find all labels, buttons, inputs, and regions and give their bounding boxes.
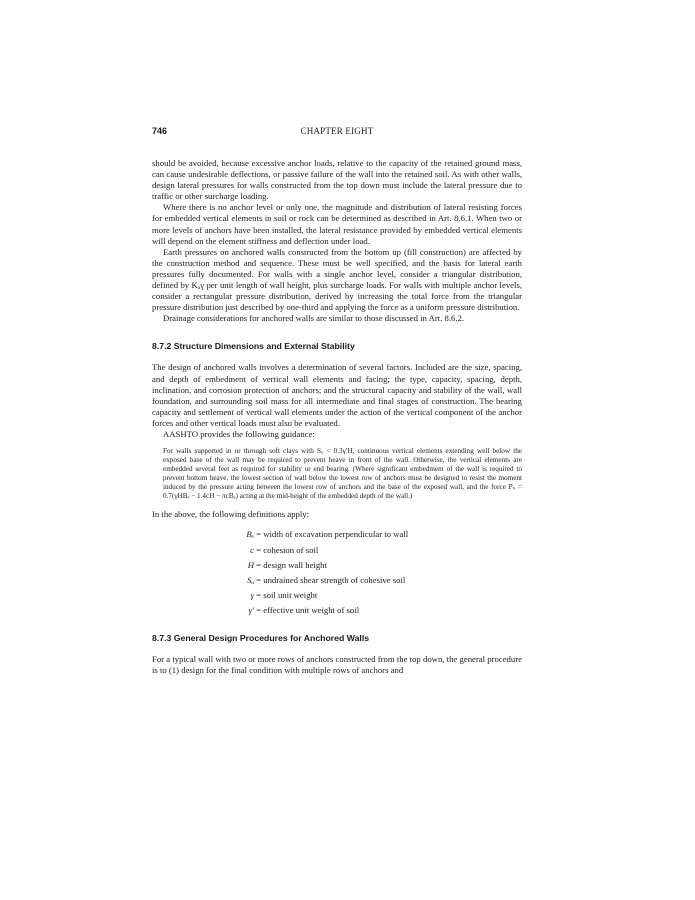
definition-text: = effective unit weight of soil <box>254 605 360 616</box>
body-paragraph: Where there is no anchor level or only one, the magnitude and distribution of lateral resisting forces for embedded vertical elements in soil or rock can be determined as described in Art. 8.6.1. When two or more levels of anchors have been installed, the lateral resistance provided by embedded vertical elements will depend on the element stiffness and deflection under load. <box>152 202 522 246</box>
definition-symbol: c <box>250 544 254 555</box>
page-number: 746 <box>152 126 168 136</box>
body-paragraph: Drainage considerations for anchored walls are similar to those discussed in Art. 8.6.2. <box>163 313 465 324</box>
definition-symbol: γ′ <box>248 605 254 616</box>
definition-item <box>232 558 522 573</box>
definition-text: = width of excavation perpendicular to wall <box>254 529 409 540</box>
definition-symbol: Sᵤ <box>247 575 254 586</box>
quote-text: For walls supported in or through soft clays with Sᵤ < 0.3γ′H, continuous vertical elements extending well below the exposed base of the wall may be required to prevent heave in front of the wall. Otherwise, the vertical elements are embedded several feet as required for stability or end bearing. (Where significant embedment of the wall is required to prevent bottom heave, the lowest section of wall below the lowest row of anchors must be designed to resist the moment induced by the pressure acting between the lowest row of anchors and the base of the exposed wall, and the force Pₛ = 0.7(γHBₑ − 1.4cH − πcBₑ) acting at the mid-height of the embedded depth of the wall.) <box>163 447 522 501</box>
definition-item <box>232 543 522 558</box>
definition-symbol: H <box>247 559 254 570</box>
body-paragraph: AASHTO provides the following guidance: <box>163 428 315 439</box>
definition-text: = undrained shear strength of cohesive soil <box>254 575 406 586</box>
body-paragraph: should be avoided, because excessive anchor loads, relative to the capacity of the retained ground mass, can cause undesirable deflections, or passive failure of the wall into the retained soil. As with other walls, design lateral pressures for walls constructed from the top down must include the lateral pressure due to traffic or other surcharge loading. <box>152 158 522 202</box>
definitions-list <box>232 527 522 618</box>
section-heading: 8.7.3 General Design Procedures for Anchored Walls <box>152 632 370 643</box>
running-header <box>152 126 522 140</box>
definition-text: = cohesion of soil <box>254 544 319 555</box>
definition-item <box>232 573 522 588</box>
book-page <box>152 126 522 676</box>
definitions-intro: In the above, the following definitions apply: <box>152 509 310 520</box>
definition-text: = soil unit weight <box>254 590 318 601</box>
section-heading: 8.7.2 Structure Dimensions and External Stability <box>152 341 355 352</box>
definition-item <box>232 588 522 603</box>
definition-symbol: Bₑ <box>246 529 254 540</box>
definition-text: = design wall height <box>254 559 327 570</box>
body-paragraph: For a typical wall with two or more rows of anchors constructed from the top down, the general procedure is to (1) design for the final condition with multiple rows of anchors and <box>152 653 522 675</box>
block-quote <box>152 447 522 501</box>
chapter-title: CHAPTER EIGHT <box>300 126 374 136</box>
definition-item <box>232 603 522 618</box>
body-paragraph: Earth pressures on anchored walls constructed from the bottom up (fill construction) are affected by the construction method and sequence. These must be well specified, and the basis for lateral earth pressures fully documented. For walls with a single anchor level, consider a triangular distribution, defined by Kₐγ per unit length of wall height, plus surcharge loads. For walls with multiple anchor levels, consider a rectangular pressure distribution, derived by increasing the total force from the triangular pressure distribution just described by one-third and applying the force as a uniform pressure distribution. <box>152 246 522 313</box>
definition-item <box>232 527 522 542</box>
definition-symbol: γ <box>250 590 254 601</box>
body-paragraph: The design of anchored walls involves a determination of several factors. Included are the size, spacing, and depth of embedment of vertical wall elements and facing; the type, capacity, spacing, depth, inclination, and corrosion protection of anchors; and the structural capacity and stability of the wall, wall foundation, and surrounding soil mass for all intermediate and final stages of construction. The bearing capacity and settlement of vertical wall elements under the action of the vertical component of the anchor forces and other vertical loads must also be evaluated. <box>152 362 522 428</box>
